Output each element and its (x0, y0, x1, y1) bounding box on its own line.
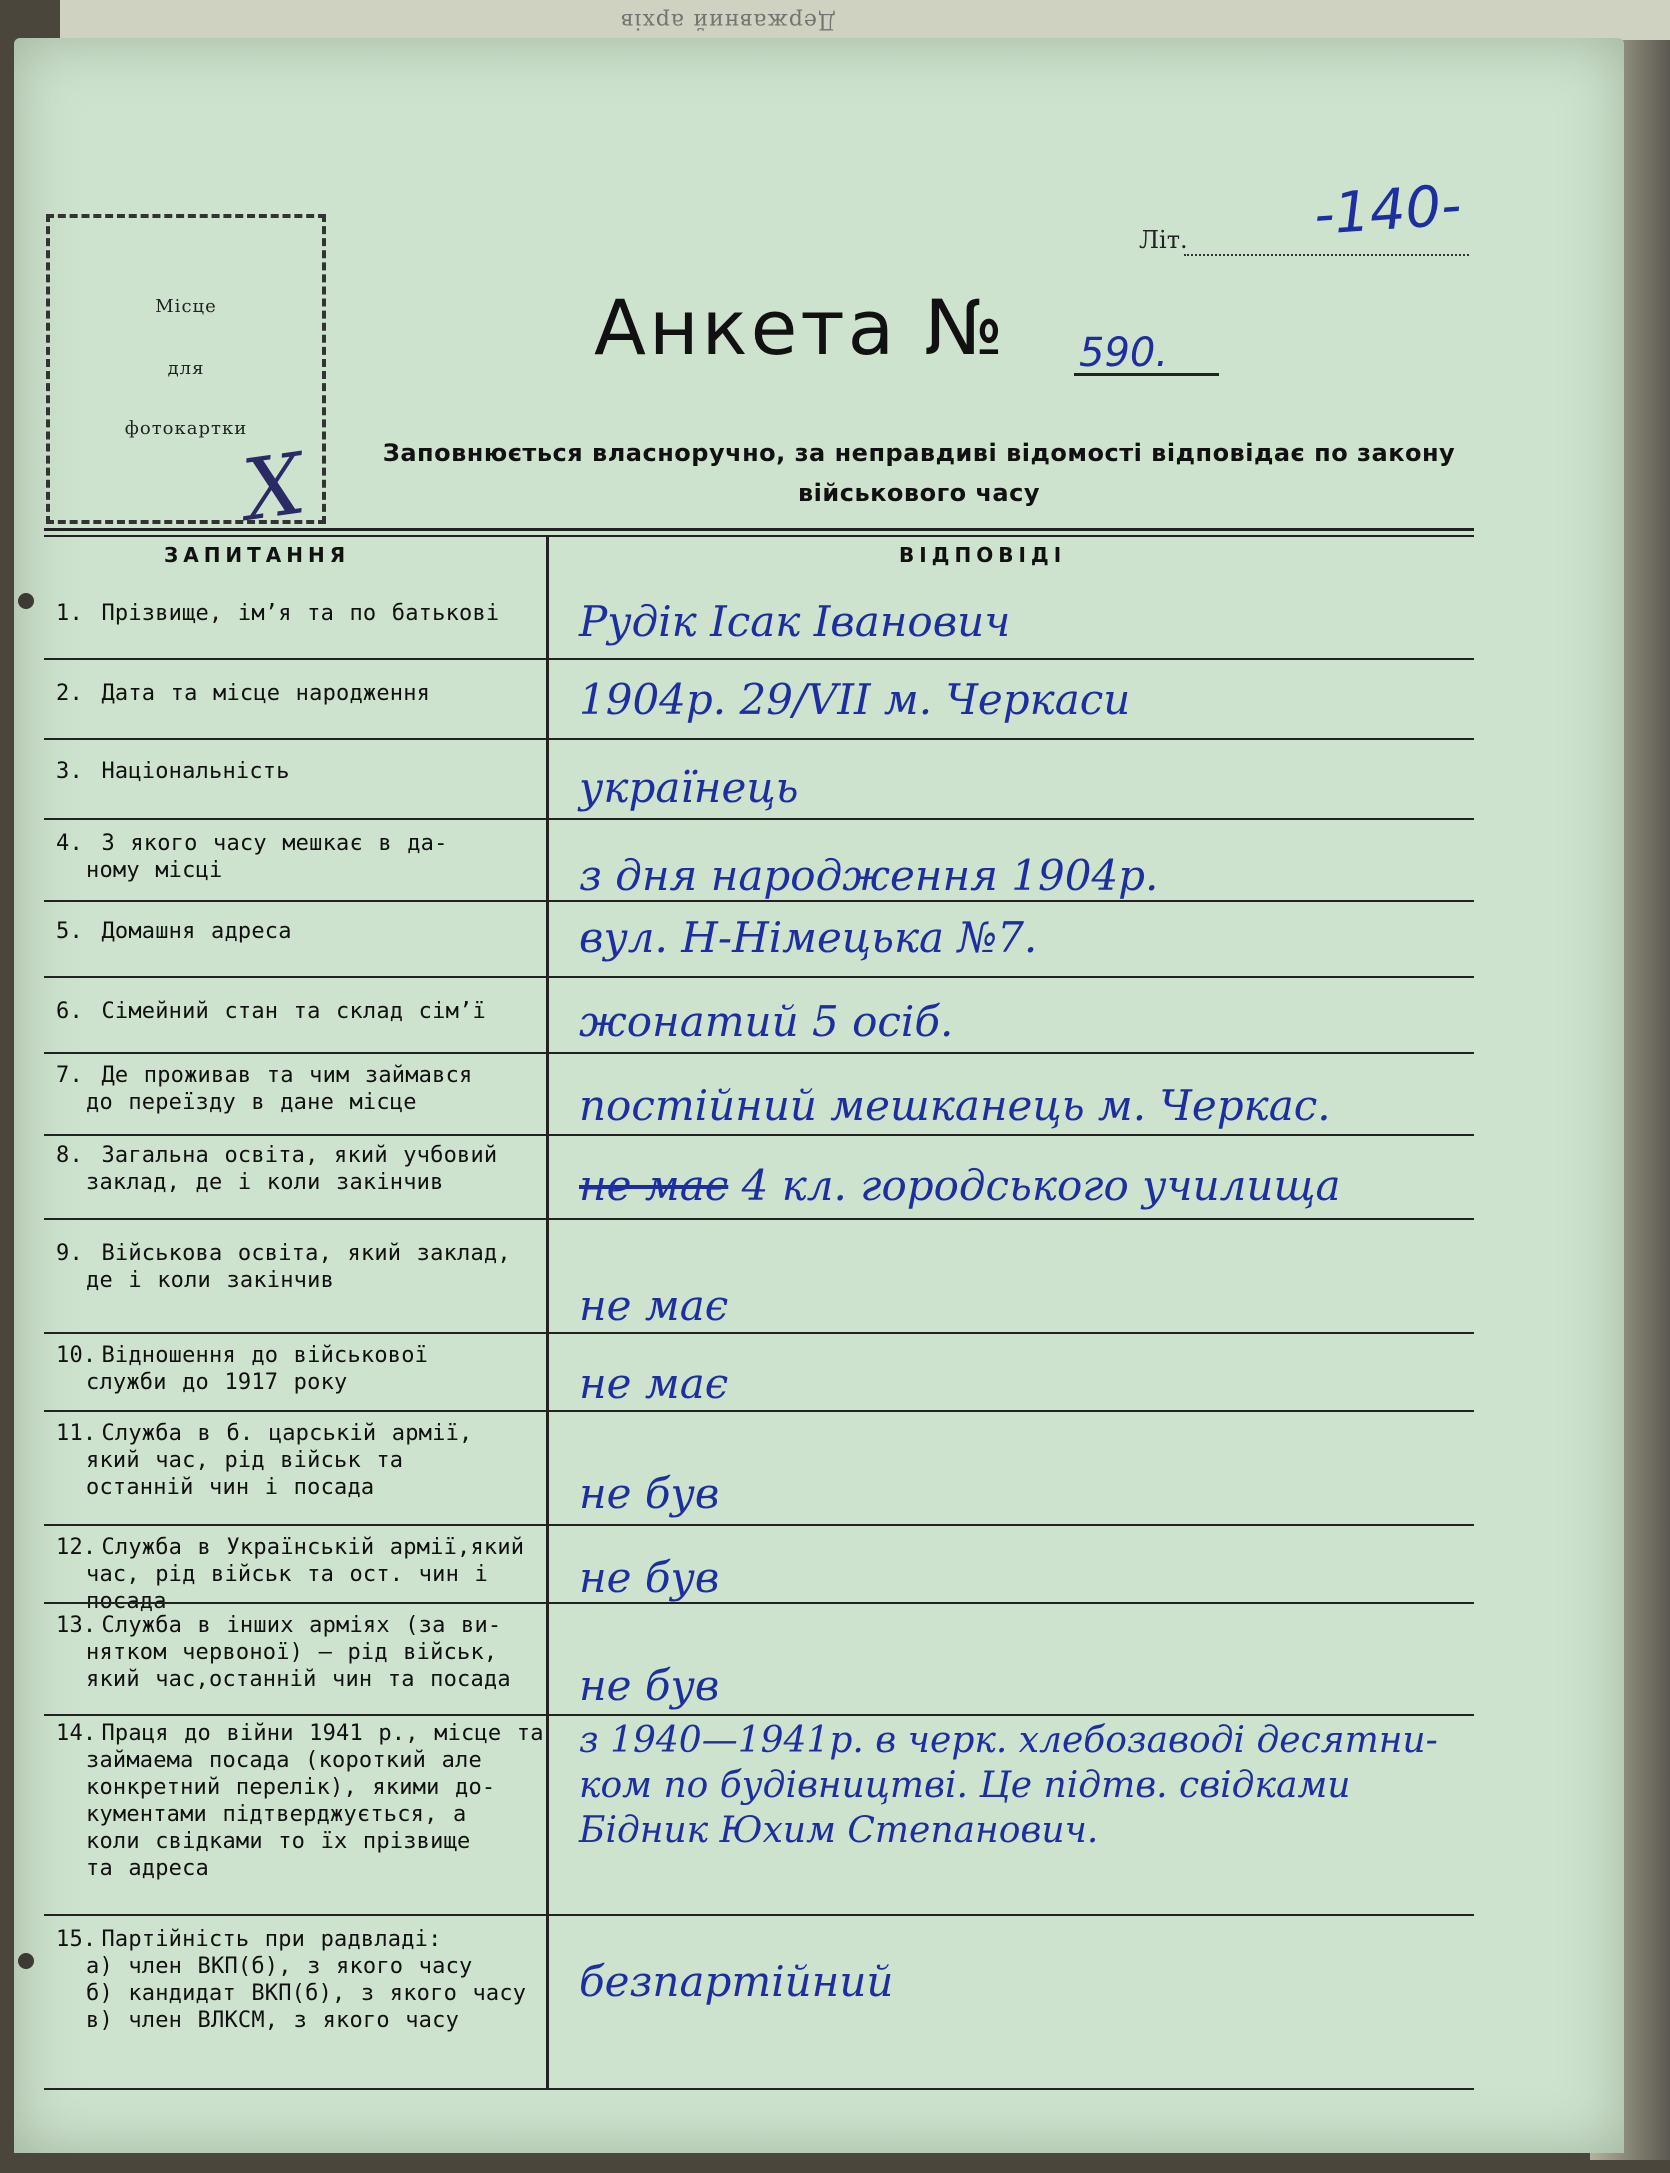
answer-line: жонатий 5 осіб. (579, 997, 954, 1046)
answer-line: вул. Н-Німецька №7. (579, 913, 1038, 962)
lit-underline (1184, 254, 1469, 256)
question-line: в) член ВЛКСМ, з якого часу (86, 2008, 460, 2033)
question-line: 8. Загальна освіта, який учбовий (56, 1143, 498, 1168)
answer-line: з дня народження 1904р. (579, 851, 1159, 900)
handwritten-answer (579, 674, 1509, 726)
question-number: 10. (56, 1343, 97, 1368)
handwritten-answer (579, 1660, 1509, 1712)
instructions-line: Заповнюється власноручно, за неправдиві відомості відповідає по закону (382, 439, 1456, 467)
handwritten-answer (579, 1080, 1509, 1132)
question-line: час, рід військ та ост. чин і посада (86, 1562, 488, 1614)
answer-line: з 1940—1941р. в черк. хлебозаводі десятни- (579, 1720, 1438, 1761)
handwritten-answer (579, 1280, 1509, 1332)
question-number: 2. (56, 681, 83, 706)
answer-line: українець (579, 763, 799, 812)
table-row (44, 820, 1474, 902)
question-text (44, 830, 561, 884)
question-number: 14. (56, 1721, 97, 1746)
binding-hole (18, 1953, 34, 1969)
question-number: 7. (56, 1063, 83, 1088)
question-line: 6. Сімейний стан та склад сім’ї (56, 999, 486, 1024)
question-line: 14. Праця до війни 1941 р., місце та (56, 1721, 544, 1746)
question-line: останній чин і посада (86, 1475, 375, 1500)
question-number: 11. (56, 1421, 97, 1446)
handwritten-answer (579, 912, 1509, 964)
question-number: 13. (56, 1613, 97, 1638)
table-row (44, 740, 1474, 820)
question-number: 5. (56, 919, 83, 944)
question-text (44, 758, 561, 785)
answer-line: Бідник Юхим Степанович. (579, 1810, 1099, 1851)
question-text (44, 1062, 561, 1116)
table-row (44, 660, 1474, 740)
table-row (44, 578, 1474, 660)
question-line: б) кандидат ВКП(б), з якого часу (86, 1981, 527, 2006)
question-text (44, 1420, 561, 1501)
answer-line: безпартійний (579, 1957, 894, 2006)
lit-number: -140- (1311, 172, 1464, 249)
question-line: та адреса (86, 1856, 210, 1881)
answer-line: Рудік Ісак Іванович (579, 597, 1011, 646)
question-line: 1. Прізвище, ім’я та по батькові (56, 601, 500, 626)
question-text (44, 680, 561, 707)
question-text (44, 918, 561, 945)
answer-line: ком по будівництві. Це підтв. свідками (579, 1765, 1351, 1806)
question-line: 3. Національність (56, 759, 290, 784)
table-top-rule-inner (44, 535, 1474, 537)
questionnaire-page (14, 38, 1624, 2153)
table-row (44, 1916, 1474, 2090)
handwritten-answer (579, 1718, 1509, 1853)
column-header-answers: ВІДПОВІДІ (899, 543, 1067, 567)
struck-out-answer: не має (579, 1161, 729, 1210)
table-row (44, 1604, 1474, 1716)
question-line: 15. Партійність при радвладі: (56, 1927, 442, 1952)
question-text (44, 1720, 561, 1882)
table-row (44, 902, 1474, 978)
question-line: 12. Служба в Українській армії,який (56, 1535, 525, 1560)
photo-label-line: для (167, 358, 205, 379)
table-row (44, 1412, 1474, 1526)
handwritten-answer (579, 1358, 1509, 1410)
question-line: 7. Де проживав та чим займався (56, 1063, 473, 1088)
handwritten-answer (579, 762, 1509, 814)
question-line: до переїзду в дане місце (86, 1090, 417, 1115)
question-line: 2. Дата та місце народження (56, 681, 431, 706)
question-number: 4. (56, 831, 83, 856)
handwritten-answer (579, 850, 1509, 902)
form-number-underline (1074, 373, 1219, 376)
answer-line: постійний мешканець м. Черкас. (579, 1081, 1331, 1130)
handwritten-answer (579, 996, 1509, 1048)
form-instructions (344, 433, 1494, 513)
table-row (44, 1716, 1474, 1916)
table-row (44, 1054, 1474, 1136)
table-row (44, 1220, 1474, 1334)
archive-stamp-text: Державний архів (620, 8, 836, 33)
handwritten-answer (579, 1468, 1509, 1520)
answer-line: не був (579, 1661, 720, 1710)
question-line: заклад, де і коли закінчив (86, 1170, 444, 1195)
question-line: який час,останній чин та посада (86, 1667, 511, 1692)
question-line: 9. Військова освіта, який заклад, (56, 1241, 511, 1266)
question-text (44, 1926, 561, 2034)
answer-line: не має (579, 1281, 729, 1330)
question-line: а) член ВКП(б), з якого часу (86, 1954, 473, 1979)
handwritten-answer (579, 1552, 1509, 1604)
table-row (44, 1526, 1474, 1614)
question-text (44, 1240, 561, 1294)
lit-label: Літ. (1139, 226, 1188, 254)
form-title: Анкета № (594, 283, 1007, 372)
question-line: займаема посада (короткий але (86, 1748, 482, 1773)
handwritten-answer (579, 596, 1509, 648)
question-line: 11. Служба в б. царській армії, (56, 1421, 473, 1446)
question-line: ному місці (86, 858, 223, 883)
binding-hole (18, 593, 34, 609)
handwritten-answer (579, 1160, 1509, 1212)
answer-line: не має (579, 1359, 729, 1408)
question-line: кументами підтверджується, а (86, 1802, 467, 1827)
question-text (44, 998, 561, 1025)
table-row (44, 1136, 1474, 1220)
question-number: 6. (56, 999, 83, 1024)
table-row (44, 978, 1474, 1054)
answer-line: не був (579, 1469, 720, 1518)
question-line: який час, рід військ та (86, 1448, 404, 1473)
question-line: коли свідками то їх прізвище (86, 1829, 471, 1854)
question-number: 3. (56, 759, 83, 784)
question-line: де і коли закінчив (86, 1268, 335, 1293)
answer-line: 1904р. 29/VII м. Черкаси (579, 675, 1131, 724)
question-number: 8. (56, 1143, 83, 1168)
table-top-rule (44, 528, 1474, 531)
question-text (44, 1612, 561, 1693)
question-text (44, 600, 561, 627)
question-line: 4. З якого часу мешкає в да- (56, 831, 448, 856)
answer-line: не був (579, 1553, 720, 1602)
photo-label-line: Місце (155, 296, 217, 317)
question-line: конкретний перелік), якими до- (86, 1775, 496, 1800)
form-number: 590. (1079, 330, 1169, 376)
question-line: 10. Відношення до військової (56, 1343, 429, 1368)
question-line: 13. Служба в інших арміях (за ви- (56, 1613, 502, 1638)
question-text (44, 1142, 561, 1196)
question-line: 5. Домашня адреса (56, 919, 292, 944)
question-text (44, 1342, 561, 1396)
answer-line: не має 4 кл. городського училища (579, 1161, 1341, 1210)
question-number: 9. (56, 1241, 83, 1266)
question-number: 1. (56, 601, 83, 626)
photo-label-line: фотокартки (124, 418, 248, 439)
question-number: 15. (56, 1927, 97, 1952)
photo-cross-mark: X (237, 434, 311, 540)
question-number: 12. (56, 1535, 97, 1560)
question-line: служби до 1917 року (86, 1370, 348, 1395)
question-line: нятком червоної) — рід військ, (86, 1640, 498, 1665)
handwritten-answer (579, 1956, 1509, 2008)
instructions-line: військового часу (797, 479, 1040, 507)
column-header-questions: ЗАПИТАННЯ (164, 543, 351, 567)
table-row (44, 1334, 1474, 1412)
row-rule (44, 2088, 1474, 2090)
